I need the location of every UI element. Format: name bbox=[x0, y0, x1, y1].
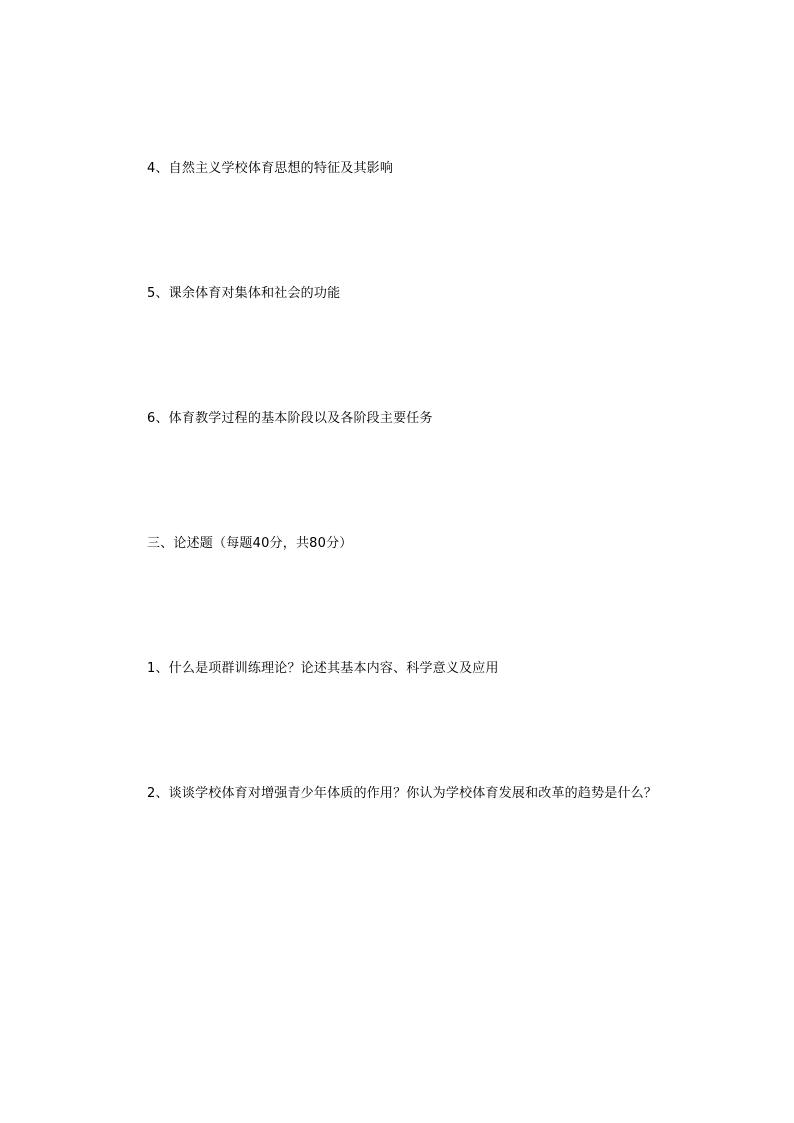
question-5: 5、课余体育对集体和社会的功能 bbox=[147, 286, 341, 301]
essay-question-1: 1、什么是项群训练理论？论述其基本内容、科学意义及应用 bbox=[147, 661, 499, 676]
question-4: 4、自然主义学校体育思想的特征及其影响 bbox=[147, 161, 394, 176]
essay-question-2: 2、谈谈学校体育对增强青少年体质的作用？你认为学校体育发展和改革的趋势是什么？ bbox=[147, 786, 658, 801]
section-heading-essay: 三、论述题（每题40分，共80分） bbox=[147, 536, 353, 551]
question-6: 6、体育教学过程的基本阶段以及各阶段主要任务 bbox=[147, 411, 433, 426]
